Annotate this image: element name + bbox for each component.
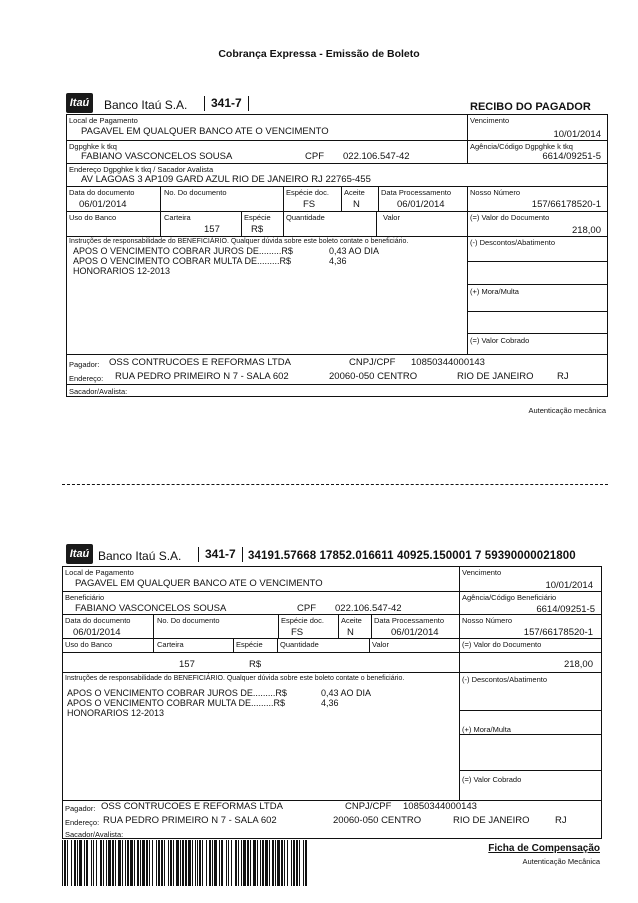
uso-banco-label: Uso do Banco (69, 213, 117, 222)
cpf-value-2: 022.106.547-42 (335, 603, 402, 614)
itau-logo-2: Itaú (66, 544, 93, 564)
data-documento-value: 06/01/2014 (79, 199, 127, 210)
carteira-value-2: 157 (179, 659, 195, 670)
local-pagamento-value-2: PAGAVEL EM QUALQUER BANCO ATE O VENCIMENTO (75, 578, 323, 589)
endereco-beneficiario-label: Endereço Dgpghke k tkq / Sacador Avalista (69, 165, 214, 174)
barcode-bar (305, 840, 307, 886)
instr-honorarios-2: HONORARIOS 12-2013 (67, 708, 165, 718)
cnpj-label-2: CNPJ/CPF (345, 801, 392, 812)
valor-documento-label: (=) Valor do Documento (470, 213, 550, 222)
carteira-value: 157 (204, 224, 220, 235)
data-documento-label: Data do documento (69, 188, 135, 197)
autenticacao-mecanica: Autenticação mecânica (528, 406, 606, 415)
cut-line (62, 484, 608, 485)
ficha-compensacao-header: Ficha de Compensação (488, 843, 600, 854)
instr-multa: APOS O VENCIMENTO COBRAR MULTA DE.........R$ (73, 256, 292, 266)
instrucoes-label: Instruções de responsabilidade do BENEFICIÁRIO. Qualquer dúvida sobre este boleto contate o beneficiário. (69, 238, 409, 245)
mora-label: (+) Mora/Multa (470, 287, 519, 296)
especie-value-2: R$ (249, 659, 262, 670)
uf-value-2: RJ (555, 815, 567, 826)
beneficiario-label-2: Beneficiário (65, 593, 105, 602)
cpf-label: CPF (305, 151, 324, 162)
vencimento-label: Vencimento (470, 116, 510, 125)
data-processamento-label-2: Data Processamento (374, 616, 445, 625)
vencimento-label-2: Vencimento (462, 568, 502, 577)
descontos-label: (-) Descontos/Abatimento (470, 238, 556, 247)
quantidade-label-2: Quantidade (280, 640, 319, 649)
vencimento-value: 10/01/2014 (553, 129, 601, 140)
receipt-slip (66, 114, 608, 397)
endereco-label-2: Endereço: (65, 818, 100, 827)
endereco-value-2: RUA PEDRO PRIMEIRO N 7 - SALA 602 (103, 815, 277, 826)
cpf-label-2: CPF (297, 603, 316, 614)
autenticacao-mecanica-2: Autenticação Mecânica (522, 857, 600, 866)
pagador-value: OSS CONTRUCOES E REFORMAS LTDA (109, 357, 291, 368)
barcode (62, 840, 308, 886)
endereco-beneficiario-value: AV LAGOAS 3 AP109 GARD AZUL RIO DE JANEIRO RJ 22765-455 (81, 174, 371, 185)
local-pagamento-label-2: Local de Pagamento (65, 568, 134, 577)
data-processamento-value: 06/01/2014 (397, 199, 445, 210)
especie-doc-value: FS (303, 199, 316, 210)
vencimento-value-2: 10/01/2014 (545, 580, 593, 591)
nosso-numero-label: Nosso Número (470, 188, 521, 197)
receipt-header: RECIBO DO PAGADOR (470, 101, 591, 113)
descontos-label-2: (-) Descontos/Abatimento (462, 675, 548, 684)
endereco-value: RUA PEDRO PRIMEIRO N 7 - SALA 602 (115, 371, 289, 382)
especie-doc-value-2: FS (291, 627, 304, 638)
local-pagamento-label: Local de Pagamento (69, 116, 138, 125)
cpf-value: 022.106.547-42 (343, 151, 410, 162)
instr-multa-value-2: 4,36 (321, 698, 339, 708)
cnpj-label: CNPJ/CPF (349, 357, 396, 368)
agencia-label-2: Agência/Código Beneficiário (462, 593, 557, 602)
no-documento-label-2: No. Do documento (157, 616, 220, 625)
itau-logo: Itaú (66, 93, 93, 113)
compensation-slip (62, 566, 602, 839)
pagador-value-2: OSS CONTRUCOES E REFORMAS LTDA (101, 801, 283, 812)
data-documento-label-2: Data do documento (65, 616, 131, 625)
sacador-label-2: Sacador/Avalista: (65, 830, 124, 839)
valor-cobrado-label: (=) Valor Cobrado (470, 336, 530, 345)
endereco-label: Endereço: (69, 374, 104, 383)
aceite-value: N (353, 199, 360, 210)
bank-code: 341-7 (204, 96, 249, 111)
uso-banco-label-2: Uso do Banco (65, 640, 113, 649)
cep-value-2: 20060-050 CENTRO (333, 815, 422, 826)
digitable-line[interactable]: 34191.57668 17852.016611 40925.150001 7 59390000021800 (248, 550, 576, 562)
bank-name: Banco Itaú S.A. (104, 98, 188, 112)
pagador-label: Pagador: (69, 360, 100, 369)
especie-label-2: Espécie (236, 640, 263, 649)
valor-documento-label-2: (=) Valor do Documento (462, 640, 542, 649)
cnpj-value-2: 10850344000143 (403, 801, 477, 812)
data-documento-value-2: 06/01/2014 (73, 627, 121, 638)
data-processamento-label: Data Processamento (381, 188, 452, 197)
quantidade-label: Quantidade (286, 213, 325, 222)
cnpj-value: 10850344000143 (411, 357, 485, 368)
instrucoes-label-2: Instruções de responsabilidade do BENEFICIÁRIO. Qualquer dúvida sobre este boleto contate o beneficiário. (65, 675, 405, 682)
especie-doc-label-2: Espécie doc. (281, 616, 324, 625)
uf-value: RJ (557, 371, 569, 382)
instr-multa-2: APOS O VENCIMENTO COBRAR MULTA DE.........R$ (67, 698, 286, 708)
agencia-value: 6614/09251-5 (542, 151, 601, 162)
carteira-label: Carteira (164, 213, 191, 222)
instr-juros-value: 0,43 AO DIA (329, 246, 380, 256)
instr-juros-2: APOS O VENCIMENTO COBRAR JUROS DE.........R$ (67, 688, 287, 698)
cidade-value: RIO DE JANEIRO (457, 371, 534, 382)
local-pagamento-value: PAGAVEL EM QUALQUER BANCO ATE O VENCIMENTO (81, 126, 329, 137)
instr-juros: APOS O VENCIMENTO COBRAR JUROS DE.........R$ (73, 246, 293, 256)
instr-multa-value: 4,36 (329, 256, 347, 266)
mora-label-2: (+) Mora/Multa (462, 725, 511, 734)
valor-label: Valor (383, 213, 400, 222)
valor-label-2: Valor (372, 640, 389, 649)
especie-doc-label: Espécie doc. (286, 188, 329, 197)
bank-code-2: 341-7 (198, 547, 243, 562)
nosso-numero-label-2: Nosso Número (462, 616, 513, 625)
aceite-value-2: N (347, 627, 354, 638)
instr-honorarios: HONORARIOS 12-2013 (73, 266, 171, 276)
especie-label: Espécie (244, 213, 271, 222)
valor-documento-value-2: 218,00 (563, 659, 593, 670)
nosso-numero-value: 157/66178520-1 (531, 199, 601, 210)
agencia-label: Agência/Código Dgpghke k tkq (470, 142, 573, 151)
agencia-value-2: 6614/09251-5 (536, 604, 595, 615)
beneficiario-label: Dgpghke k tkq (69, 142, 117, 151)
pagador-label-2: Pagador: (65, 804, 96, 813)
aceite-label: Aceite (344, 188, 365, 197)
valor-documento-value: 218,00 (571, 225, 601, 236)
page-title: Cobrança Expressa - Emissão de Boleto (218, 48, 420, 60)
beneficiario-value: FABIANO VASCONCELOS SOUSA (81, 151, 233, 162)
valor-cobrado-label-2: (=) Valor Cobrado (462, 775, 522, 784)
carteira-label-2: Carteira (157, 640, 184, 649)
cidade-value-2: RIO DE JANEIRO (453, 815, 530, 826)
instr-juros-value-2: 0,43 AO DIA (321, 688, 372, 698)
beneficiario-value-2: FABIANO VASCONCELOS SOUSA (75, 603, 227, 614)
bank-name-2: Banco Itaú S.A. (98, 549, 182, 563)
cep-value: 20060-050 CENTRO (329, 371, 418, 382)
aceite-label-2: Aceite (341, 616, 362, 625)
especie-value: R$ (251, 224, 264, 235)
data-processamento-value-2: 06/01/2014 (391, 627, 439, 638)
nosso-numero-value-2: 157/66178520-1 (523, 627, 593, 638)
sacador-label: Sacador/Avalista: (69, 387, 128, 396)
no-documento-label: No. Do documento (164, 188, 227, 197)
